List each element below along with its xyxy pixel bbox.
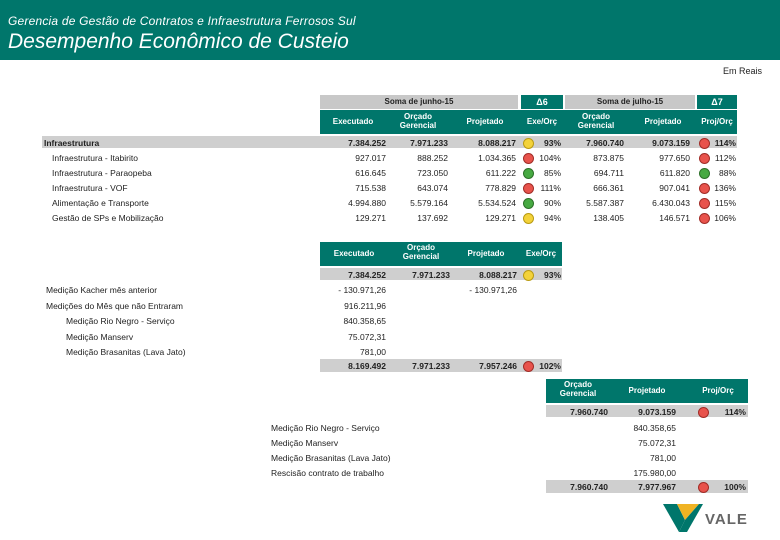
unit-label: Em Reais bbox=[722, 66, 762, 76]
t2-final-status-red-icon bbox=[523, 361, 534, 372]
cell-orcado-2: 666.361 bbox=[593, 183, 624, 193]
t3-final-proj: 7.977.967 bbox=[638, 482, 676, 492]
cell-proj-orc: 88% bbox=[718, 168, 736, 178]
cell-projetado-2: 611.820 bbox=[659, 168, 690, 178]
cell-exe-orc: 94% bbox=[543, 213, 561, 223]
cell-exe-orc: 85% bbox=[543, 168, 561, 178]
cell-exe-orc: 93% bbox=[543, 138, 561, 148]
cell-proj-orc: 115% bbox=[714, 198, 736, 208]
vale-logo-text: VALE bbox=[705, 511, 748, 528]
t3-total-status-red-icon bbox=[698, 407, 709, 418]
cell-proj-orc: 136% bbox=[714, 183, 736, 193]
reconciliation-item-label: Medição Brasanitas (Lava Jato) bbox=[66, 347, 186, 357]
t2-final-exec: 8.169.492 bbox=[348, 361, 386, 371]
cell-exe-orc: 104% bbox=[539, 153, 561, 163]
cell-projetado: 5.534.524 bbox=[478, 198, 516, 208]
row-label: Infraestrutura bbox=[44, 138, 100, 148]
t3-final-orc: 7.960.740 bbox=[570, 482, 608, 492]
t3-total-pct: 114% bbox=[724, 407, 746, 417]
reconciliation-item-label: Medição Manserv bbox=[66, 331, 134, 342]
header-subtitle: Gerencia de Gestão de Contratos e Infraestrutura Ferrosos Sul bbox=[8, 14, 356, 28]
t2-col-projetado: Projetado bbox=[467, 249, 505, 258]
row-label: Infraestrutura - Paraopeba bbox=[52, 168, 152, 178]
t2-col-executado: Executado bbox=[333, 249, 375, 258]
reconciliation-item-label: Medição Rio Negro - Serviço bbox=[66, 316, 175, 326]
t2-total-pct: 93% bbox=[543, 270, 561, 280]
adjustment-item-label: Medição Manserv bbox=[271, 438, 339, 448]
adjustment-item-label: Medição Rio Negro - Serviço bbox=[271, 423, 380, 433]
cell-projetado-2: 977.650 bbox=[659, 153, 690, 163]
col-proj-orc: Proj/Orç bbox=[701, 117, 733, 126]
row-label: Infraestrutura - VOF bbox=[52, 183, 128, 193]
t3-final-status-red-icon bbox=[698, 482, 709, 493]
col-executado: Executado bbox=[332, 117, 374, 126]
t3-total-proj: 9.073.159 bbox=[638, 407, 676, 417]
reconciliation-item-executado: 781,00 bbox=[360, 347, 386, 357]
cell-projetado-2: 9.073.159 bbox=[652, 138, 690, 148]
cell-proj-orc: 106% bbox=[714, 213, 736, 223]
adjustment-item-projetado: 175.980,00 bbox=[633, 468, 676, 478]
adjustment-item-projetado: 75.072,31 bbox=[638, 438, 676, 448]
t3-total-orc: 7.960.740 bbox=[570, 407, 608, 417]
cell-orcado-2: 7.960.740 bbox=[586, 138, 624, 148]
cell-executado: 616.645 bbox=[355, 168, 386, 178]
cell-orcado-2: 873.875 bbox=[593, 153, 624, 163]
cell-projetado: 778.829 bbox=[485, 183, 516, 193]
cell-projetado: 611.222 bbox=[485, 168, 516, 178]
delta6-header: Δ6 bbox=[521, 95, 563, 109]
cell-projetado-2: 6.430.043 bbox=[652, 198, 690, 208]
adjustment-item-projetado: 781,00 bbox=[650, 453, 676, 463]
col-exe-orc: Exe/Orç bbox=[526, 117, 558, 126]
group-june-header: Soma de junho-15 bbox=[320, 95, 518, 109]
cell-projetado: 1.034.365 bbox=[478, 153, 516, 163]
cell-projetado-2: 146.571 bbox=[659, 213, 690, 223]
col-projetado-2: Projetado bbox=[644, 117, 682, 126]
adjustment-item-label: Rescisão contrato de trabalho bbox=[271, 468, 384, 478]
t2-total-exec: 7.384.252 bbox=[348, 270, 386, 280]
header-banner bbox=[0, 0, 780, 60]
col-orcado-2: Orçado Gerencial bbox=[577, 112, 615, 130]
cell-executado: 7.384.252 bbox=[348, 138, 386, 148]
t2-total-proj: 8.088.217 bbox=[479, 270, 517, 280]
row-label: Infraestrutura - Itabirito bbox=[52, 153, 138, 163]
reconciliation-item-projetado: - 130.971,26 bbox=[469, 285, 517, 295]
t2-final-proj: 7.957.246 bbox=[479, 361, 517, 371]
t3-col-orcado: Orçado Gerencial bbox=[559, 380, 597, 398]
t2-total-status-yellow-icon bbox=[523, 270, 534, 281]
t3-col-projetado: Projetado bbox=[628, 386, 666, 395]
delta7-header: Δ7 bbox=[697, 95, 737, 109]
cell-orcado-2: 5.587.387 bbox=[586, 198, 624, 208]
t2-total-orc: 7.971.233 bbox=[412, 270, 450, 280]
col-projetado: Projetado bbox=[466, 117, 504, 126]
group-july-header: Soma de julho-15 bbox=[565, 95, 695, 109]
cell-proj-orc: 114% bbox=[714, 138, 736, 148]
cell-exe-orc: 90% bbox=[543, 198, 561, 208]
cell-orcado: 7.971.233 bbox=[410, 138, 448, 148]
row-label: Alimentação e Transporte bbox=[52, 198, 149, 208]
reconciliation-item-label: Medição Kacher mês anterior bbox=[46, 285, 158, 295]
cell-orcado-2: 138.405 bbox=[593, 213, 624, 223]
cell-orcado: 137.692 bbox=[417, 213, 448, 223]
cell-projetado: 8.088.217 bbox=[478, 138, 516, 148]
t2-col-orcado: Orçado Gerencial bbox=[402, 243, 440, 261]
cell-orcado: 723.050 bbox=[417, 168, 448, 178]
cell-executado: 4.994.880 bbox=[348, 198, 386, 208]
cell-exe-orc: 111% bbox=[540, 183, 561, 193]
cell-orcado: 5.579.164 bbox=[410, 198, 448, 208]
cell-executado: 927.017 bbox=[355, 153, 386, 163]
reconciliation-item-executado: - 130.971,26 bbox=[338, 285, 386, 295]
col-orcado: Orçado Gerencial bbox=[399, 112, 437, 130]
row-label: Gestão de SPs e Mobilização bbox=[52, 213, 164, 223]
t2-final-pct: 102% bbox=[539, 361, 561, 371]
adjustment-item-label: Medição Brasanitas (Lava Jato) bbox=[271, 453, 391, 463]
reconciliation-item-executado: 916.211,96 bbox=[344, 300, 386, 311]
t2-final-orc: 7.971.233 bbox=[412, 361, 450, 371]
adjustment-item-projetado: 840.358,65 bbox=[633, 423, 676, 433]
reconciliation-item-executado: 840.358,65 bbox=[343, 316, 386, 326]
page-title: Desempenho Econômico de Custeio bbox=[8, 30, 349, 53]
reconciliation-item-label: Medições do Mês que não Entraram bbox=[46, 300, 184, 311]
cell-executado: 715.538 bbox=[355, 183, 386, 193]
t2-col-exe-orc: Exe/Orç bbox=[525, 249, 557, 258]
cell-projetado-2: 907.041 bbox=[659, 183, 690, 193]
reconciliation-item-executado: 75.072,31 bbox=[348, 331, 386, 342]
cell-orcado: 643.074 bbox=[417, 183, 448, 193]
t3-col-proj-orc: Proj/Orç bbox=[702, 386, 734, 395]
vale-logo bbox=[663, 500, 763, 534]
cell-orcado: 888.252 bbox=[417, 153, 448, 163]
cell-executado: 129.271 bbox=[355, 213, 386, 223]
t3-final-pct: 100% bbox=[724, 482, 746, 492]
cell-projetado: 129.271 bbox=[485, 213, 516, 223]
cell-orcado-2: 694.711 bbox=[593, 168, 624, 178]
cell-proj-orc: 112% bbox=[714, 153, 736, 163]
